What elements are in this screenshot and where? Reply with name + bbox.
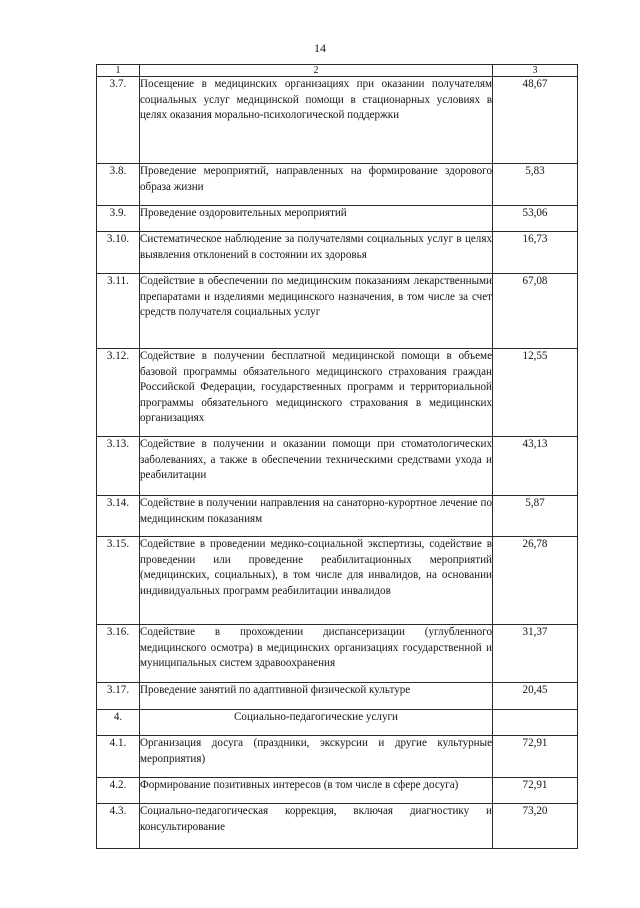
row-number: 3.8. (97, 164, 140, 206)
row-value: 16,73 (493, 232, 578, 274)
table-header-row (97, 65, 578, 77)
row-number: 3.16. (97, 625, 140, 683)
row-number: 4.3. (97, 804, 140, 849)
row-value: 5,87 (493, 496, 578, 537)
row-number: 3.14. (97, 496, 140, 537)
row-description: Содействие в проведении медико-социальной экспертизы, содействие в проведении или проведение реабилитационных мероприятий (медицинских, социальных), в том числе для инвалидов, на основании индивидуальных программ реабилитации инвалидов (140, 537, 493, 625)
section-row (97, 710, 578, 736)
row-value: 48,67 (493, 77, 578, 164)
row-value: 12,55 (493, 349, 578, 437)
table-row (97, 496, 578, 537)
row-description: Социально-педагогическая коррекция, включая диагностику и консультирование (140, 804, 493, 849)
table-row (97, 206, 578, 232)
row-value (493, 710, 578, 736)
table-row (97, 625, 578, 683)
row-description: Содействие в получении бесплатной медицинской помощи в объеме базовой программы обязательного медицинского страхования граждан Российской Федерации, государственных программ и территориальной программы обязательного медицинского страхования в медицинских организациях (140, 349, 493, 437)
row-description: Содействие в прохождении диспансеризации (углубленного медицинского осмотра) в медицинских организациях государственной и муниципальных систем здравоохранения (140, 625, 493, 683)
row-value: 53,06 (493, 206, 578, 232)
row-value: 73,20 (493, 804, 578, 849)
row-description: Проведение оздоровительных мероприятий (140, 206, 493, 232)
column-header-2: 2 (140, 65, 493, 77)
row-number: 3.10. (97, 232, 140, 274)
row-number: 4.1. (97, 736, 140, 778)
section-number: 4. (97, 710, 140, 736)
row-number: 4.2. (97, 778, 140, 804)
row-description: Организация досуга (праздники, экскурсии и другие культурные мероприятия) (140, 736, 493, 778)
row-description: Проведение мероприятий, направленных на формирование здорового образа жизни (140, 164, 493, 206)
table-row (97, 537, 578, 625)
row-number: 3.11. (97, 274, 140, 349)
row-value: 26,78 (493, 537, 578, 625)
table-row (97, 232, 578, 274)
row-description: Формирование позитивных интересов (в том числе в сфере досуга) (140, 778, 493, 804)
row-number: 3.7. (97, 77, 140, 164)
row-description: Содействие в обеспечении по медицинским показаниям лекарственными препаратами и изделиями медицинского назначения, в том числе за счет средств получателя социальных услуг (140, 274, 493, 349)
row-description: Проведение занятий по адаптивной физической культуре (140, 683, 493, 710)
row-description: Содействие в получении направления на санаторно-курортное лечение по медицинским показаниям (140, 496, 493, 537)
row-value: 31,37 (493, 625, 578, 683)
row-number: 3.13. (97, 437, 140, 496)
table-row (97, 804, 578, 849)
column-header-3: 3 (493, 65, 578, 77)
row-number: 3.15. (97, 537, 140, 625)
table-row (97, 77, 578, 164)
row-value: 72,91 (493, 736, 578, 778)
row-value: 72,91 (493, 778, 578, 804)
table-row (97, 274, 578, 349)
table-row (97, 683, 578, 710)
table-row (97, 164, 578, 206)
column-header-1: 1 (97, 65, 140, 77)
table-row (97, 778, 578, 804)
table-row (97, 349, 578, 437)
row-description: Посещение в медицинских организациях при оказании получателям социальных услуг медицинской помощи в стационарных условиях в целях оказания морально-психологической поддержки (140, 77, 493, 164)
row-number: 3.12. (97, 349, 140, 437)
row-value: 20,45 (493, 683, 578, 710)
row-description: Содействие в получении и оказании помощи при стоматологических заболеваниях, а также в обеспечении техническими средствами ухода и реабилитации (140, 437, 493, 496)
row-number: 3.17. (97, 683, 140, 710)
services-table (96, 64, 578, 849)
section-title: Социально-педагогические услуги (140, 710, 493, 736)
row-value: 67,08 (493, 274, 578, 349)
row-description: Систематическое наблюдение за получателями социальных услуг в целях выявления отклонений в состоянии их здоровья (140, 232, 493, 274)
row-number: 3.9. (97, 206, 140, 232)
row-value: 5,83 (493, 164, 578, 206)
row-value: 43,13 (493, 437, 578, 496)
table-row (97, 437, 578, 496)
page-number: 14 (314, 41, 326, 55)
table-row (97, 736, 578, 778)
